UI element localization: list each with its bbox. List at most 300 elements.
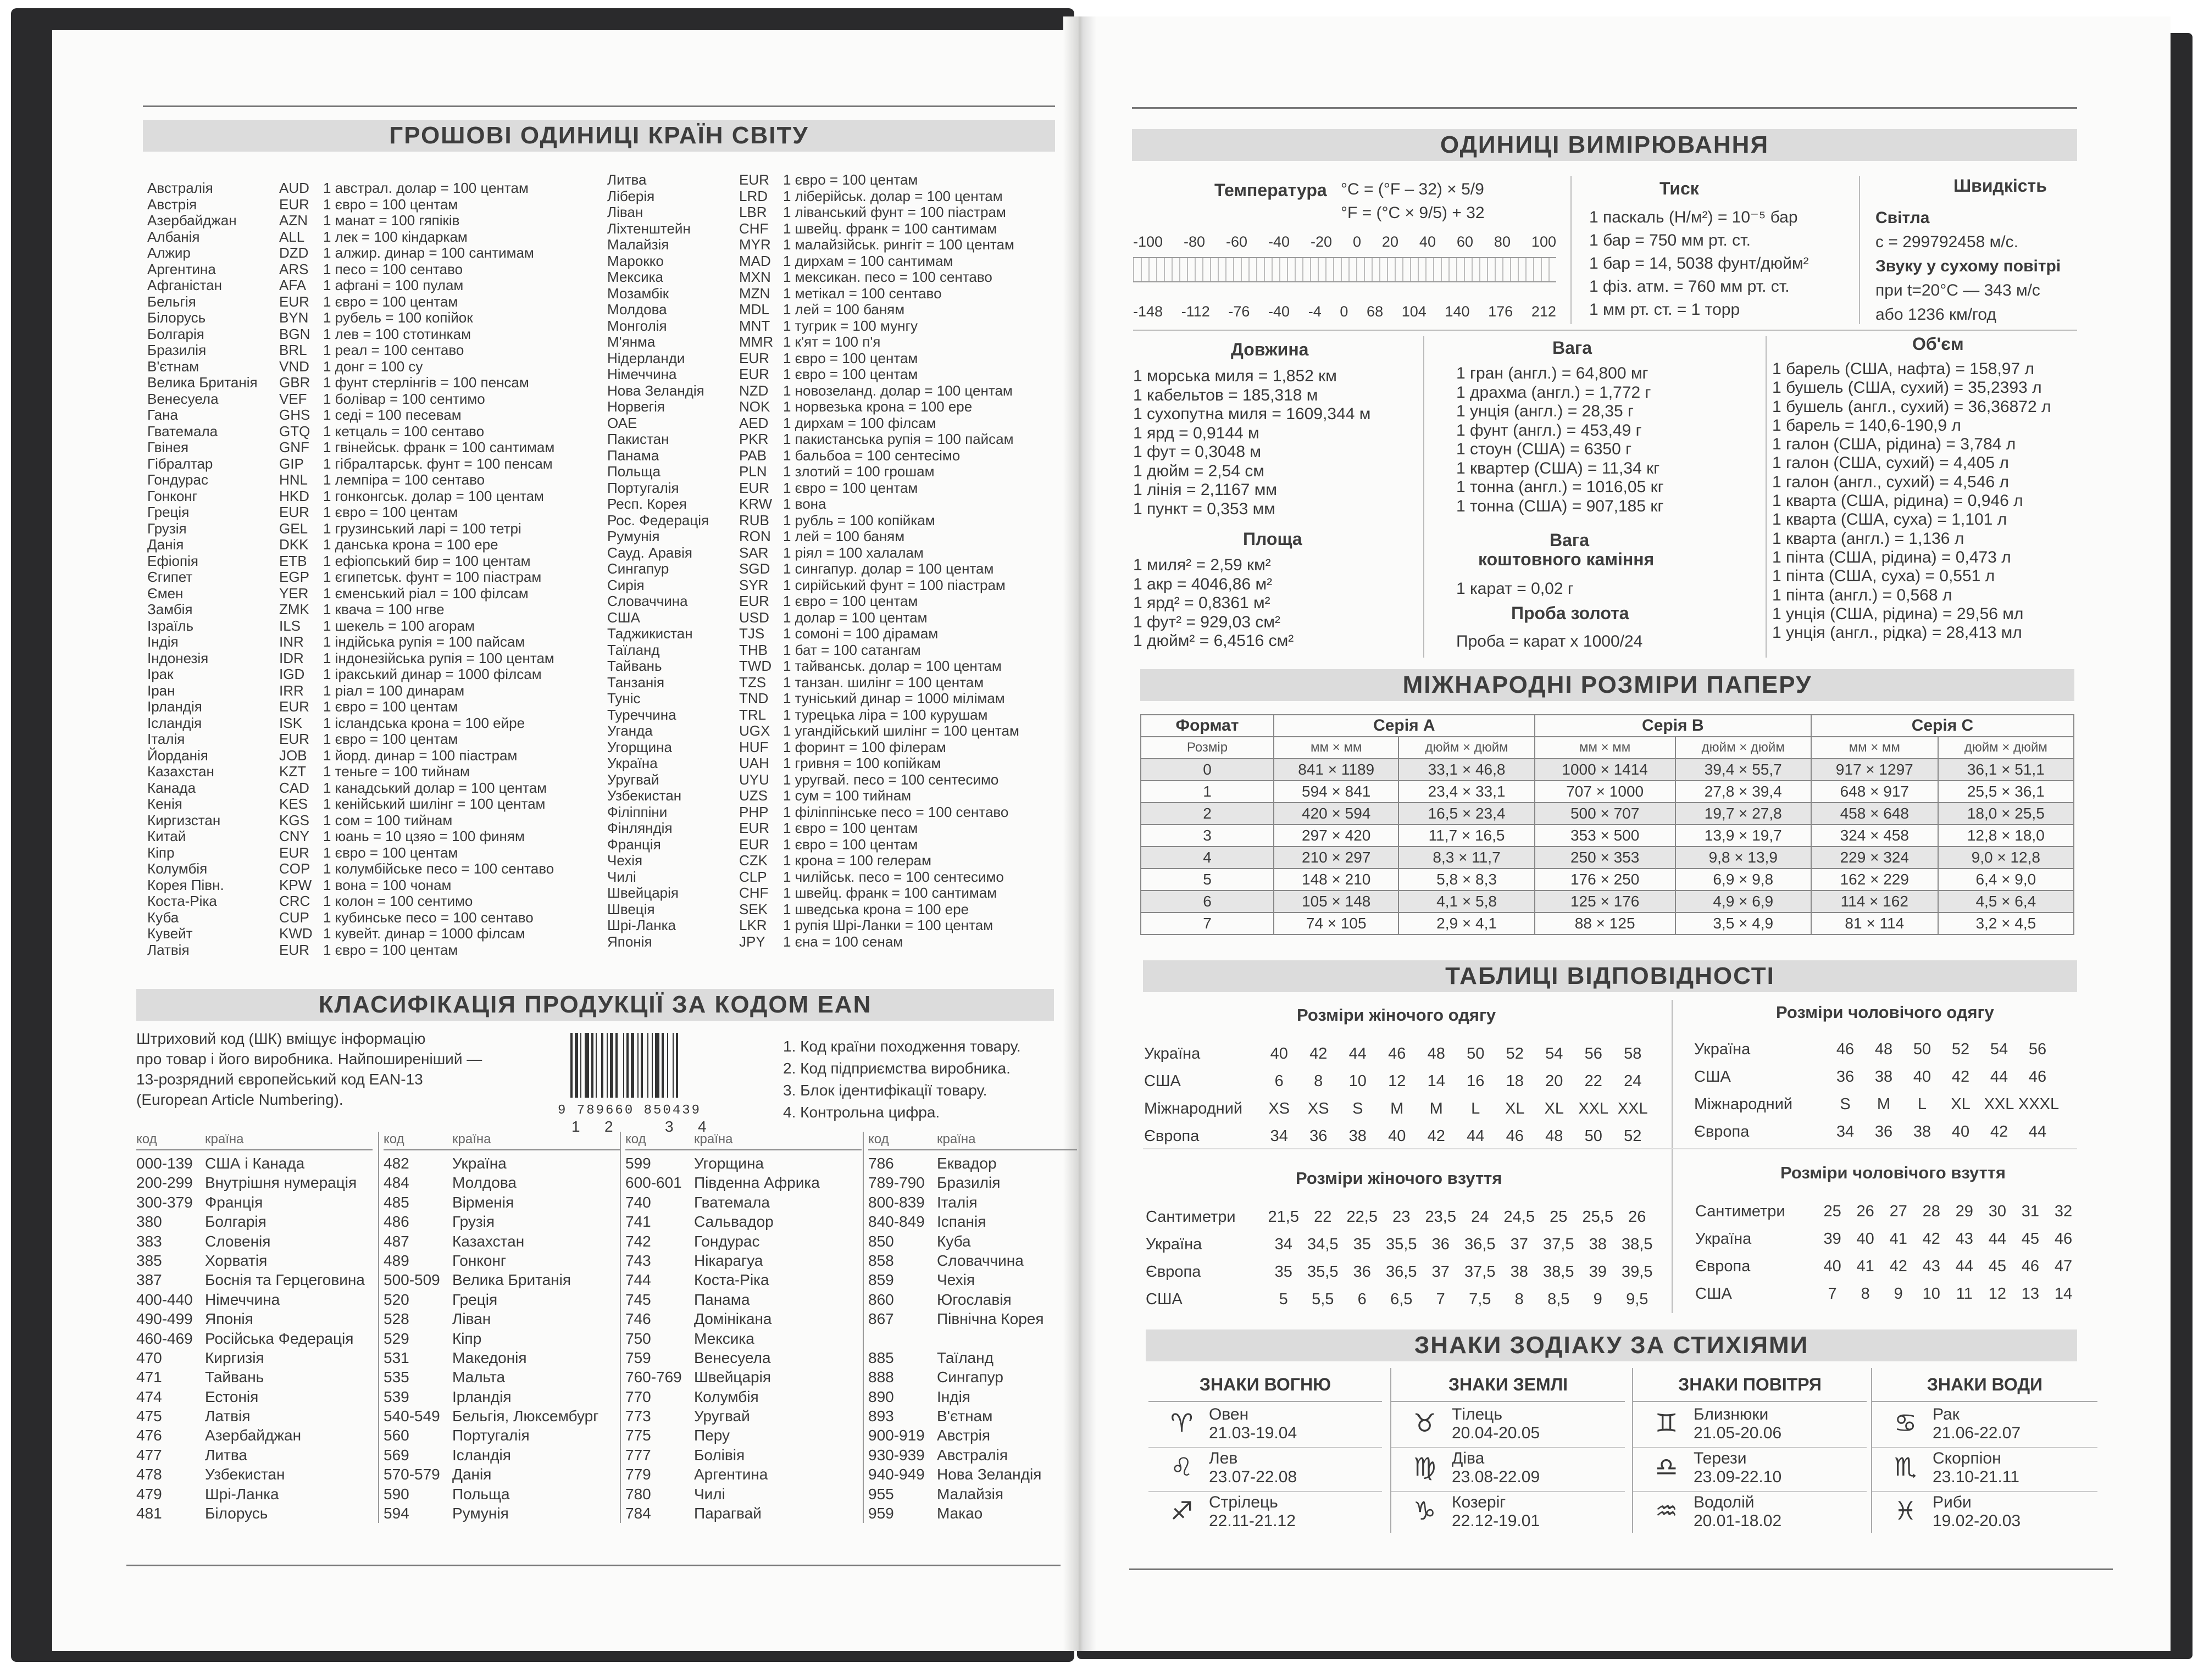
temperature-title: Температура [1214, 180, 1327, 200]
ean-country-header: країна [205, 1132, 244, 1147]
size-value: 52 [1506, 1045, 1524, 1062]
country-name: ОАЕ [607, 414, 637, 431]
currency-code: NZD [739, 382, 769, 399]
ean-code: 479 [136, 1485, 162, 1503]
currency-row [147, 359, 598, 375]
fahrenheit-tick: 0 [1340, 303, 1348, 320]
country-name: Єгипет [147, 569, 193, 585]
currency-definition: 1 долар = 100 центам [783, 609, 928, 626]
ean-country: Ісландія [452, 1446, 511, 1464]
fahrenheit-tick: -4 [1308, 303, 1322, 320]
ean-row [868, 1232, 1077, 1251]
paper-cell: 500 × 707 [1535, 803, 1675, 825]
volume-item: 1 барель = 140,6-190,9 л [1772, 416, 1961, 435]
ean-country: Ірландія [452, 1388, 512, 1405]
size-value: 54 [1990, 1041, 2008, 1058]
country-name: Кувейт [147, 925, 193, 942]
ean-code: 481 [136, 1505, 162, 1522]
currency-definition: 1 індійська рупія = 100 пайсам [323, 633, 525, 650]
area-item: 1 миля² = 2,59 км² [1133, 556, 1271, 574]
currency-definition: 1 рупія Шрі-Ланки = 100 центам [783, 917, 993, 933]
country-name: Ірак [147, 666, 174, 682]
ean-row [868, 1212, 1077, 1231]
country-name: Мозамбік [607, 285, 669, 302]
divider [1423, 336, 1424, 658]
size-label: США [1146, 1290, 1183, 1308]
celsius-tick: 80 [1494, 233, 1511, 250]
currency-definition: 1 лей = 100 баням [783, 528, 905, 544]
currency-code: CLP [739, 868, 767, 885]
zodiac-sign [1209, 1493, 1296, 1531]
ean-code: 482 [384, 1155, 409, 1172]
currency-definition: 1 афгані = 100 пулам [323, 277, 464, 293]
currency-code: CUP [279, 909, 309, 926]
paper-cell: 23,4 × 33,1 [1398, 781, 1534, 803]
length-item: 1 кабельтов = 185,318 м [1133, 386, 1318, 404]
currency-row [147, 294, 598, 310]
zodiac-sign [1452, 1405, 1540, 1443]
currency-row [147, 537, 598, 553]
size-value: 7 [1828, 1285, 1837, 1303]
paper-cell: 7 [1141, 913, 1274, 934]
size-value: 8,5 [1547, 1290, 1570, 1308]
currency-definition: 1 іракський динар = 1000 філсам [323, 666, 542, 682]
currency-code: DKK [279, 536, 309, 553]
ean-row [625, 1251, 862, 1270]
ean-column-header [625, 1132, 862, 1150]
paper-title: МІЖНАРОДНІ РОЗМІРИ ПАПЕРУ [1140, 669, 2074, 701]
ean-row [384, 1309, 620, 1328]
ean-code: 860 [868, 1290, 894, 1308]
currency-definition: 1 теньге = 100 тийнам [323, 763, 470, 780]
ean-row [625, 1504, 862, 1523]
celsius-tick: 40 [1419, 233, 1436, 250]
ean-title: КЛАСИФІКАЦІЯ ПРОДУКЦІЇ ЗА КОДОМ EAN [136, 989, 1054, 1021]
ean-country: Румунія [452, 1505, 509, 1522]
size-row [1694, 1091, 2079, 1118]
country-name: Гвінея [147, 439, 189, 455]
country-name: Данія [147, 536, 184, 553]
country-name: Швеція [607, 900, 655, 917]
ean-row [625, 1173, 862, 1192]
size-row [1695, 1198, 2080, 1225]
currency-definition: 1 кувейт. динар = 1000 філсам [323, 925, 525, 942]
ean-country: Іспанія [937, 1213, 986, 1231]
women-clothes-table [1144, 1040, 1666, 1150]
ean-country: Болівія [694, 1446, 745, 1464]
fahrenheit-tick: 140 [1445, 303, 1470, 320]
size-value: 36 [1309, 1127, 1328, 1145]
size-value: 36 [1431, 1236, 1450, 1253]
pressure-list [1589, 206, 1809, 321]
barcode-number: 9 789660 850439 [558, 1103, 702, 1118]
area-item: 1 фут² = 929,03 см² [1133, 613, 1280, 631]
size-value: 52 [1624, 1127, 1642, 1145]
ean-code: 531 [384, 1349, 409, 1366]
size-value: 36,5 [1464, 1236, 1496, 1253]
ean-code: 840-849 [868, 1213, 925, 1231]
paper-cell: 27,8 × 39,4 [1675, 781, 1811, 803]
volume-item: 1 кварта (США, рідина) = 0,946 л [1772, 492, 2023, 510]
zodiac-sign-name: Козеріг [1452, 1493, 1506, 1511]
size-value: 44 [1467, 1127, 1485, 1145]
currency-definition: 1 малайзійськ. рингіт = 100 центам [783, 236, 1014, 253]
ean-country: Словенія [205, 1232, 271, 1250]
paper-row [1141, 847, 2074, 869]
ean-row [136, 1329, 373, 1348]
size-row [1695, 1225, 2080, 1253]
currency-definition: 1 євро = 100 центам [783, 366, 918, 382]
currency-definition: 1 тугрик = 100 мунгу [783, 317, 918, 334]
currency-definition: 1 лей = 100 баням [783, 301, 905, 318]
ean-country: Україна [452, 1155, 507, 1172]
currency-code: GIP [279, 455, 304, 472]
currency-code: EUR [279, 844, 309, 861]
size-value: 46 [1506, 1127, 1524, 1145]
paper-row [1141, 913, 2074, 934]
ean-row [625, 1445, 862, 1465]
currency-definition: 1 йорд. динар = 100 піастрам [323, 747, 518, 764]
size-value: 54 [1545, 1045, 1563, 1062]
ean-row [136, 1193, 373, 1212]
size-value: 38,5 [1622, 1236, 1653, 1253]
ean-row [384, 1232, 620, 1251]
size-value: 46 [2021, 1258, 2040, 1275]
volume-item: 1 унція (США, рідина) = 29,56 мл [1772, 604, 2024, 623]
currency-code: RUB [739, 511, 769, 529]
women-clothes-title: Розміри жіночого одягу [1297, 1005, 1496, 1025]
paper-cell: 18,0 × 25,5 [1938, 803, 2074, 825]
size-value: 41 [1856, 1258, 1874, 1275]
paper-cell: 36,1 × 51,1 [1938, 759, 2074, 781]
country-name: Сингапур [607, 560, 669, 577]
ean-code: 773 [625, 1408, 651, 1425]
ean-row [868, 1290, 1077, 1309]
currency-row [607, 172, 1058, 188]
size-value: 44 [2028, 1123, 2047, 1141]
divider-h [1133, 330, 2077, 331]
size-value: 20 [1545, 1072, 1563, 1090]
paper-cell: 917 × 1297 [1811, 759, 1938, 781]
size-value: 40 [1823, 1258, 1841, 1275]
gold-value: Проба = карат х 1000/24 [1456, 632, 1643, 650]
zodiac-sign [1452, 1493, 1540, 1531]
country-name: Японія [607, 933, 652, 950]
zodiac-sign-dates: 21.05-20.06 [1694, 1424, 1782, 1442]
paper-cell: 297 × 420 [1274, 825, 1398, 847]
paper-cell: 4,9 × 6,9 [1675, 891, 1811, 913]
ean-country: Чилі [694, 1485, 725, 1503]
paper-cell: 3,5 × 4,9 [1675, 913, 1811, 934]
currency-definition: 1 злотий = 100 грошам [783, 463, 935, 480]
currency-row [147, 813, 598, 829]
ean-code: 300-379 [136, 1193, 193, 1211]
ean-country: Таїланд [937, 1349, 993, 1366]
currency-code: TZS [739, 674, 767, 691]
men-clothes-table [1694, 1036, 2079, 1145]
paper-cell: 148 × 210 [1274, 869, 1398, 891]
country-name: Болгарія [147, 325, 204, 342]
zodiac-sign-icon: ♎ [1655, 1453, 1678, 1481]
volume-item: 1 пінта (США, суха) = 0,551 л [1772, 567, 1995, 586]
currency-row [607, 302, 1058, 318]
zodiac-sign [1933, 1405, 2021, 1443]
paper-cell: 6,9 × 9,8 [1675, 869, 1811, 891]
ean-code: 460-469 [136, 1329, 193, 1347]
ean-row [625, 1232, 862, 1251]
zodiac-sign [1694, 1449, 1781, 1487]
ean-country: Естонія [205, 1388, 259, 1405]
currency-code: EUR [279, 698, 309, 715]
size-value: 44 [1990, 1068, 2008, 1086]
currency-definition: 1 колон = 100 сентимо [323, 893, 473, 909]
size-value: 14 [1427, 1072, 1445, 1090]
size-value: 5,5 [1312, 1290, 1334, 1308]
zodiac-sign [1209, 1405, 1297, 1443]
ean-country: Сингапур [937, 1369, 1003, 1386]
size-value: 6 [1274, 1072, 1284, 1090]
ean-code-header: код [868, 1132, 889, 1147]
paper-cell: 4,1 × 5,8 [1398, 891, 1534, 913]
ean-country: Македонія [452, 1349, 527, 1366]
ean-row [136, 1367, 373, 1387]
ean-code: 200-299 [136, 1174, 193, 1192]
ean-code: 539 [384, 1388, 409, 1405]
ean-country: Угорщина [694, 1155, 764, 1172]
country-name: Німеччина [607, 366, 677, 382]
volume-item: 1 галон (англ., сухий) = 4,546 л [1772, 472, 2010, 491]
size-value: XS [1268, 1100, 1290, 1117]
paper-cell: 594 × 841 [1274, 781, 1398, 803]
ean-country: Аргентина [694, 1466, 768, 1483]
ean-row [868, 1465, 1077, 1484]
ean-country: Азербайджан [205, 1427, 302, 1444]
ean-country: Японія [205, 1310, 253, 1328]
ean-code: 000-139 [136, 1155, 193, 1172]
paper-cell: 33,1 × 46,8 [1398, 759, 1534, 781]
currency-definition: 1 гривня = 100 копійкам [783, 755, 941, 771]
paper-cell: 229 × 324 [1811, 847, 1938, 869]
ean-country: Хорватія [205, 1251, 268, 1269]
currency-code: BGN [279, 325, 310, 342]
currency-code: ETB [279, 552, 307, 569]
ean-code: 779 [625, 1466, 651, 1483]
size-value: 36 [1874, 1123, 1893, 1141]
ean-country-header: країна [452, 1132, 491, 1147]
ean-intro-line: Штриховий код (ШК) вміщує інформацію [136, 1030, 426, 1047]
currency-definition: 1 шведська крона = 100 ере [783, 900, 969, 917]
ean-row [384, 1173, 620, 1192]
country-name: Ємен [147, 585, 184, 602]
currency-code: KPW [279, 876, 312, 893]
country-name: Литва [607, 171, 647, 188]
ean-row [625, 1309, 862, 1328]
paper-row [1141, 825, 2074, 847]
size-value: 40 [1856, 1230, 1874, 1248]
currency-code: TWD [739, 658, 772, 674]
country-name: Грузія [147, 520, 187, 537]
ean-country: Білорусь [205, 1505, 268, 1522]
size-value: 35,5 [1307, 1263, 1339, 1281]
ean-row [625, 1465, 862, 1484]
size-value: 46 [1836, 1041, 1855, 1058]
currency-code: EUR [279, 293, 309, 310]
ean-country: Бельгія, Люксембург [452, 1408, 599, 1425]
celsius-tick: 60 [1456, 233, 1473, 250]
country-name: Колумбія [147, 860, 208, 877]
currency-list-right [607, 172, 1058, 950]
size-label: Україна [1144, 1045, 1201, 1062]
currency-row [147, 197, 598, 213]
zodiac-sign-name: Лев [1209, 1449, 1238, 1467]
currency-row [607, 351, 1058, 367]
paper-mm-header: мм × мм [1535, 737, 1675, 759]
country-name: Китай [147, 828, 186, 844]
size-value: 13 [2021, 1285, 2040, 1303]
currency-code: CHF [739, 220, 769, 237]
ean-country: Велика Британія [452, 1271, 571, 1289]
women-shoes-title: Розміри жіночого взуття [1296, 1169, 1502, 1188]
currency-code: EUR [739, 479, 769, 496]
paper-cell: 6 [1141, 891, 1274, 913]
currency-row [147, 748, 598, 764]
currency-definition: 1 тайванськ. долар = 100 центам [783, 658, 1002, 674]
size-value: L [1471, 1100, 1480, 1117]
barcode [566, 1033, 731, 1104]
currency-row [147, 326, 598, 343]
pressure-item: 1 бар = 750 мм рт. ст. [1589, 231, 1751, 249]
paper-cell: 9,0 × 12,8 [1938, 847, 2074, 869]
ean-row [136, 1251, 373, 1270]
weight-item: 1 гран (англ.) = 64,800 мг [1456, 364, 1648, 382]
currency-code: KWD [279, 925, 313, 942]
size-value: 28 [1922, 1203, 1940, 1220]
ean-intro [136, 1028, 565, 1110]
zodiac-sign-dates: 22.11-21.12 [1209, 1512, 1296, 1530]
country-name: Ірландія [147, 698, 202, 715]
currency-code: BYN [279, 309, 309, 326]
currency-definition: 1 рубль = 100 копійкам [783, 511, 935, 529]
ean-country: Тайвань [205, 1369, 264, 1386]
country-name: Киргизстан [147, 811, 221, 828]
currency-row [147, 683, 598, 699]
ean-row [625, 1270, 862, 1289]
ean-row [384, 1251, 620, 1270]
currency-row [607, 626, 1058, 642]
country-name: Афганістан [147, 277, 222, 293]
ean-country: Коста-Ріка [694, 1271, 769, 1289]
ean-country: Данія [452, 1466, 492, 1483]
paper-cell: 13,9 × 19,7 [1675, 825, 1811, 847]
volume-item: 1 унція (англ., рідка) = 28,413 мл [1772, 624, 2022, 642]
size-label: Міжнародний [1144, 1100, 1243, 1117]
country-name: Кіпр [147, 844, 175, 861]
ean-row [136, 1484, 373, 1504]
country-name: Швейцарія [607, 884, 679, 901]
ean-intro-line: 13-розрядний європейський код EAN-13 [136, 1071, 423, 1088]
size-label: Європа [1146, 1263, 1201, 1281]
currency-row [147, 780, 598, 797]
currency-definition: 1 донг = 100 су [323, 358, 423, 375]
ean-country: Польща [452, 1485, 510, 1503]
currency-definition: 1 песо = 100 сентаво [323, 260, 463, 277]
men-clothes-title: Розміри чоловічого одягу [1776, 1003, 1994, 1022]
paper-cell: 125 × 176 [1535, 891, 1675, 913]
volume-item: 1 пінта (США, рідина) = 0,473 л [1772, 548, 2011, 566]
ean-code: 476 [136, 1427, 162, 1444]
currency-code: UAH [739, 755, 769, 771]
country-name: Білорусь [147, 309, 206, 326]
currency-row [147, 731, 598, 748]
ean-code: 775 [625, 1427, 651, 1444]
ean-code: 743 [625, 1251, 651, 1269]
currency-code: SAR [739, 544, 769, 561]
currency-row [607, 269, 1058, 286]
currency-definition: 1 квача = 100 нгве [323, 601, 445, 618]
size-value: 5 [1279, 1290, 1288, 1308]
volume-item: 1 барель (США, нафта) = 158,97 л [1772, 360, 2035, 378]
size-value: S [1840, 1095, 1851, 1113]
currency-definition: 1 лек = 100 кіндаркам [323, 228, 468, 245]
ean-code: 599 [625, 1155, 651, 1172]
currency-code: CZK [739, 852, 768, 869]
size-value: 56 [2028, 1041, 2047, 1058]
size-label: Європа [1695, 1258, 1751, 1275]
currency-row [607, 788, 1058, 804]
country-name: Гана [147, 407, 178, 423]
bottom-rule-right [1129, 1568, 2113, 1570]
size-value: 36,5 [1386, 1263, 1417, 1281]
ean-code: 744 [625, 1271, 651, 1289]
ean-row [868, 1348, 1077, 1367]
country-name: Марокко [607, 252, 664, 269]
size-value: 34 [1836, 1123, 1855, 1141]
country-name: Сирія [607, 576, 645, 593]
ean-country: Гондурас [694, 1232, 760, 1250]
zodiac-sign-dates: 23.08-22.09 [1452, 1468, 1540, 1486]
country-name: Індонезія [147, 649, 209, 666]
speed-item: або 1236 км/год [1875, 305, 1996, 324]
ean-code: 955 [868, 1485, 894, 1503]
zodiac-sign-dates: 22.12-19.01 [1452, 1512, 1540, 1530]
size-value: 16 [1467, 1072, 1485, 1090]
size-value: 40 [1270, 1045, 1288, 1062]
size-value: 44 [1955, 1258, 1973, 1275]
fahrenheit-scale [1133, 303, 1556, 320]
paper-row [1141, 803, 2074, 825]
currency-definition: 1 євро = 100 центам [323, 731, 458, 747]
currency-code: EUR [279, 504, 309, 520]
currency-code: USD [739, 609, 769, 626]
size-value: 7,5 [1469, 1290, 1491, 1308]
ean-country: Еквадор [937, 1155, 997, 1172]
currency-row [147, 634, 598, 650]
ean-code: 570-579 [384, 1466, 440, 1483]
currency-code: HKD [279, 487, 309, 504]
ean-country: Колумбія [694, 1388, 759, 1405]
paper-inch-header: дюйм × дюйм [1398, 737, 1534, 759]
paper-mm-header: мм × мм [1274, 737, 1398, 759]
country-name: В'єтнам [147, 358, 199, 375]
size-value: 25 [1823, 1203, 1841, 1220]
ean-row [868, 1367, 1077, 1387]
size-value: 46 [2028, 1068, 2047, 1086]
currency-row [147, 553, 598, 570]
ean-country: Домінікана [694, 1310, 772, 1328]
size-value: 18 [1506, 1072, 1524, 1090]
zodiac-title: ЗНАКИ ЗОДІАКУ ЗА СТИХІЯМИ [1146, 1329, 2077, 1361]
size-row [1146, 1286, 1668, 1313]
